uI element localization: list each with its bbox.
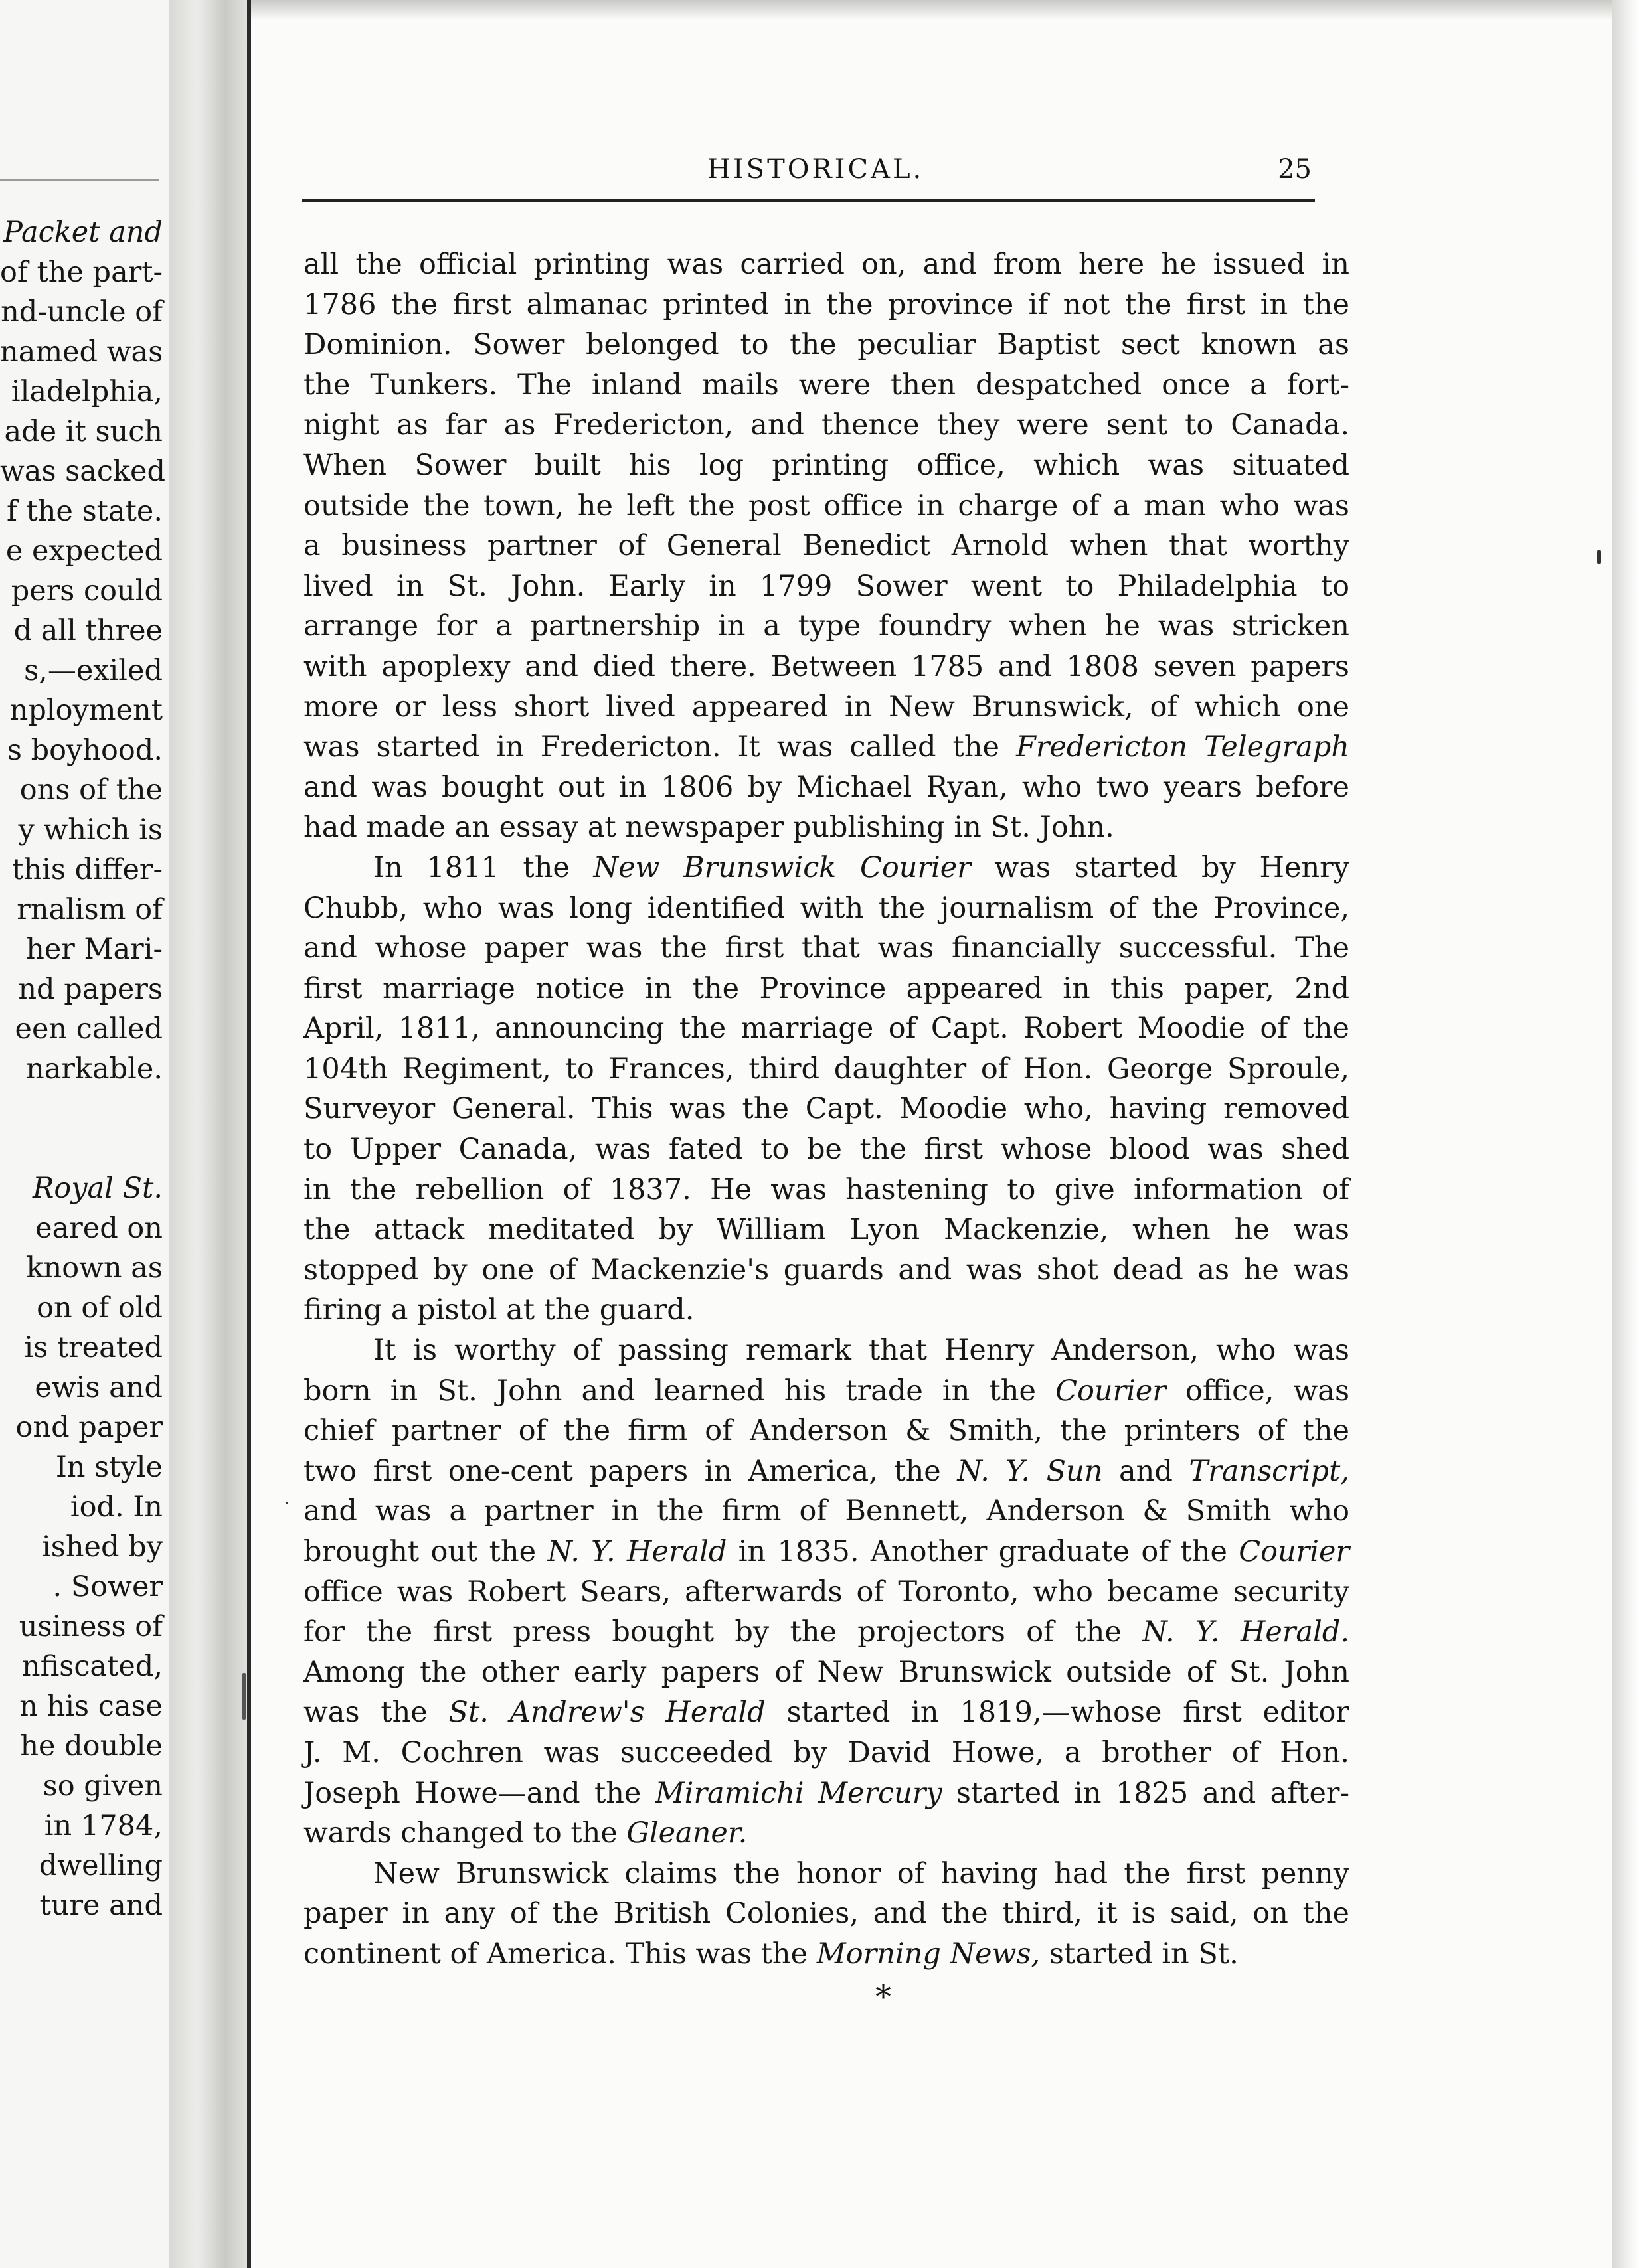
text-line: [303, 1049, 1349, 1090]
left-fragment-line: nd papers: [18, 973, 163, 1006]
italic-title: N. Y. Herald: [547, 1535, 727, 1568]
text-line: [303, 1290, 1349, 1331]
text-line: [303, 566, 1349, 607]
italic-title: Courier: [1239, 1535, 1349, 1568]
text-run: J. M. Cochren was succeeded by David Howe, a brother of Hon.: [303, 1736, 1349, 1769]
left-fragment-line: named was: [0, 335, 163, 368]
paragraph: [303, 1331, 1349, 1854]
text-run: It is worthy of passing remark that Henry Anderson, who was: [373, 1334, 1349, 1368]
text-run: in the rebellion of 1837. He was hastening to give information of: [303, 1173, 1349, 1206]
footer-asterisk: *: [875, 1979, 891, 2016]
page-number: 25: [1278, 154, 1312, 185]
italic-title: N. Y. Herald.: [1142, 1615, 1349, 1649]
left-fragment-line: d all three: [13, 614, 163, 647]
text-run: was started in Fredericton. It was called the: [303, 730, 1016, 764]
text-run: lived in St. John. Early in 1799 Sower went to Philadelphia to: [303, 569, 1349, 603]
text-run: a business partner of General Benedict Arnold when that worthy: [303, 529, 1349, 563]
text-run: night as far as Fredericton, and thence they were sent to Canada.: [303, 408, 1349, 442]
italic-title: N. Y. Sun: [957, 1454, 1103, 1488]
text-line: [303, 405, 1349, 446]
italic-title: Fredericton Telegraph: [1015, 730, 1349, 764]
left-fragment-line: in 1784,: [44, 1809, 163, 1842]
text-run: 1786 the first almanac printed in the province if not the first in the: [303, 287, 1349, 321]
text-run: office was Robert Sears, afterwards of Toronto, who became security: [303, 1575, 1349, 1609]
text-line: [303, 928, 1349, 969]
text-line: [303, 1572, 1349, 1613]
text-run: When Sower built his log printing office, which was situated: [303, 448, 1349, 482]
left-fragment-line: pers could: [11, 574, 163, 608]
text-run: Dominion. Sower belonged to the peculiar Baptist sect known as: [303, 328, 1349, 362]
text-run: stopped by one of Mackenzie's guards and was shot dead as he was: [303, 1253, 1349, 1287]
text-run: and whose paper was the first that was financially successful. The: [303, 932, 1349, 965]
left-page-rule: [0, 179, 159, 181]
text-run: 104th Regiment, to Frances, third daughter of Hon. George Sproule,: [303, 1052, 1349, 1086]
left-fragment-line: he double: [20, 1730, 163, 1763]
text-line: [303, 285, 1349, 325]
text-run: Chubb, who was long identified with the journalism of the Province,: [303, 891, 1349, 925]
italic-title: Gleaner.: [626, 1817, 748, 1850]
left-fragment-line: [0, 1129, 163, 1169]
text-line: [303, 1612, 1349, 1653]
left-fragment-line: of the part-: [0, 256, 163, 289]
text-line: [303, 1934, 1349, 1975]
text-run: and was a partner in the firm of Bennett, Anderson & Smith who: [303, 1495, 1349, 1528]
text-run: chief partner of the firm of Anderson & Smith, the printers of the: [303, 1414, 1349, 1448]
text-line: [303, 1894, 1349, 1934]
running-title: HISTORICAL.: [707, 154, 924, 185]
text-line: [303, 1491, 1349, 1532]
text-run: wards changed to the: [303, 1817, 627, 1850]
left-fragment-line: narkable.: [26, 1052, 163, 1086]
left-fragment-line: is treated: [24, 1331, 163, 1364]
text-run: outside the town, he left the post office in charge of a man who was: [303, 489, 1349, 523]
text-line: [303, 486, 1349, 526]
text-line: [303, 768, 1349, 808]
left-fragment-line: iod. In: [70, 1491, 163, 1524]
text-line: [303, 1210, 1349, 1250]
text-run: more or less short lived appeared in New Brunswick, of which one: [303, 690, 1349, 724]
text-run: brought out the: [303, 1535, 548, 1568]
text-run: started in 1819,—whose first editor: [765, 1696, 1349, 1730]
left-fragment-line: ewis and: [35, 1371, 163, 1404]
text-run: started in 1825 and after-: [942, 1776, 1349, 1810]
text-run: paper in any of the British Colonies, and the third, it is said, on the: [303, 1897, 1349, 1931]
text-line: [303, 1692, 1349, 1733]
left-page: [0, 0, 169, 2268]
left-fragment-line: In style: [55, 1451, 163, 1484]
left-fragment-line: f the state.: [6, 495, 163, 528]
text-run: In 1811 the: [373, 850, 594, 884]
left-fragment-line: n his case: [19, 1690, 163, 1723]
text-line: [303, 1331, 1349, 1371]
text-run: arrange for a partnership in a type foundry when he was stricken: [303, 609, 1349, 643]
left-fragment-line: this differ-: [12, 853, 163, 886]
text-line: [303, 1451, 1349, 1492]
text-line: [303, 727, 1349, 768]
text-line: [303, 1854, 1349, 1894]
text-run: two first one-cent papers in America, the: [303, 1454, 958, 1488]
text-line: [303, 1129, 1349, 1170]
left-fragment-line: [0, 1089, 163, 1129]
left-fragment-line: Packet and: [3, 216, 163, 249]
left-fragment-line: nployment: [9, 694, 163, 727]
text-run: born in St. John and learned his trade in the: [303, 1374, 1056, 1408]
left-fragment-line: so given: [43, 1769, 163, 1803]
text-run: office, was: [1165, 1374, 1350, 1408]
book-gutter: [169, 0, 249, 2268]
text-line: [303, 1813, 1349, 1854]
text-line: [303, 1250, 1349, 1291]
italic-title: St. Andrew's Herald: [448, 1696, 766, 1730]
left-fragment-line: rnalism of: [17, 893, 163, 926]
left-fragment-line: e expected: [5, 534, 163, 568]
text-run: and was bought out in 1806 by Michael Ryan, who two years before: [303, 770, 1349, 804]
left-fragment-line: ade it such: [4, 415, 163, 448]
left-fragment-line: usiness of: [19, 1610, 163, 1643]
text-line: [303, 446, 1349, 486]
left-fragment-line: Royal St.: [32, 1172, 163, 1205]
text-run: New Brunswick claims the honor of having had the first penny: [373, 1856, 1349, 1890]
text-line: [303, 969, 1349, 1009]
paragraph: [303, 244, 1349, 848]
italic-title: Morning News,: [816, 1937, 1041, 1971]
italic-title: Miramichi Mercury: [655, 1776, 942, 1810]
left-fragment-line: s boyhood.: [7, 734, 163, 767]
left-fragment-line: ond paper: [15, 1411, 163, 1444]
text-line: [303, 1733, 1349, 1773]
text-line: [303, 1371, 1349, 1412]
scan-speck: [1597, 550, 1601, 564]
text-run: had made an essay at newspaper publishing in St. John.: [303, 811, 1114, 845]
scan-speck: [242, 1673, 246, 1720]
italic-title: New Brunswick Courier: [593, 850, 971, 884]
text-run: in 1835. Another graduate of the: [727, 1535, 1239, 1568]
text-line: [303, 1009, 1349, 1049]
left-fragment-line: nfiscated,: [21, 1650, 163, 1683]
text-line: [303, 888, 1349, 929]
text-line: [303, 1532, 1349, 1572]
left-fragment-line: . Sower: [52, 1570, 163, 1603]
text-line: [303, 606, 1349, 647]
text-line: [303, 244, 1349, 285]
left-fragment-line: y which is: [18, 813, 163, 847]
left-fragment-line: on of old: [37, 1291, 163, 1325]
left-fragment-line: known as: [26, 1252, 163, 1285]
text-run: the Tunkers. The inland mails were then despatched once a fort-: [303, 368, 1349, 402]
text-line: [303, 687, 1349, 728]
italic-title: Courier: [1055, 1374, 1166, 1408]
text-run: Joseph Howe—and the: [303, 1776, 655, 1810]
text-run: for the first press bought by the projectors of the: [303, 1615, 1143, 1649]
text-run: the attack meditated by William Lyon Mackenzie, when he was: [303, 1213, 1349, 1247]
text-run: Among the other early papers of New Brunswick outside of St. John: [303, 1655, 1349, 1689]
text-run: was the: [303, 1696, 449, 1730]
text-run: firing a pistol at the guard.: [303, 1293, 695, 1327]
running-head: [302, 154, 1312, 194]
scan-speck: [286, 1502, 288, 1504]
text-line: [303, 365, 1349, 406]
left-fragment-line: nd-uncle of: [1, 295, 163, 329]
text-line: [303, 526, 1349, 566]
text-run: to Upper Canada, was fated to be the first whose blood was shed: [303, 1133, 1349, 1167]
text-run: with apoplexy and died there. Between 1785 and 1808 seven papers: [303, 649, 1349, 683]
left-fragment-line: was sacked: [0, 455, 165, 488]
text-run: started in St.: [1040, 1937, 1239, 1971]
left-fragment-line: ished by: [42, 1530, 163, 1564]
left-fragment-line: her Mari-: [26, 933, 163, 966]
text-run: was started by Henry: [970, 850, 1349, 884]
left-fragment-line: ons of the: [19, 773, 163, 807]
text-line: [303, 1170, 1349, 1210]
text-run: and: [1102, 1454, 1189, 1488]
text-line: [303, 1653, 1349, 1693]
paragraph: [303, 848, 1349, 1331]
text-line: [303, 1411, 1349, 1451]
left-fragment-line: een called: [15, 1012, 163, 1046]
left-fragment-line: iladelphia,: [11, 375, 163, 408]
left-fragment-line: ture and: [39, 1889, 163, 1922]
text-line: [303, 647, 1349, 687]
text-line: [303, 848, 1349, 888]
left-fragment-line: eared on: [35, 1212, 163, 1245]
right-page-edge: [1612, 0, 1639, 2268]
left-fragment-line: s,—exiled: [24, 654, 163, 687]
page-top-shadow: [251, 0, 1612, 20]
left-fragment-line: dwelling: [39, 1849, 163, 1882]
text-run: Surveyor General. This was the Capt. Moodie who, having removed: [303, 1092, 1349, 1126]
text-run: April, 1811, announcing the marriage of Capt. Robert Moodie of the: [303, 1012, 1349, 1046]
text-run: continent of America. This was the: [303, 1937, 817, 1971]
text-run: first marriage notice in the Province appeared in this paper, 2nd: [303, 971, 1349, 1005]
header-rule: [302, 199, 1315, 202]
text-run: all the official printing was carried on, and from here he issued in: [303, 248, 1349, 281]
left-page-text-fragments: [0, 212, 163, 1925]
text-line: [303, 1773, 1349, 1814]
paragraph: [303, 1854, 1349, 1975]
body-text: [303, 244, 1349, 1975]
text-line: [303, 1089, 1349, 1129]
text-line: [303, 807, 1349, 848]
text-line: [303, 325, 1349, 365]
italic-title: Transcript,: [1189, 1454, 1349, 1488]
